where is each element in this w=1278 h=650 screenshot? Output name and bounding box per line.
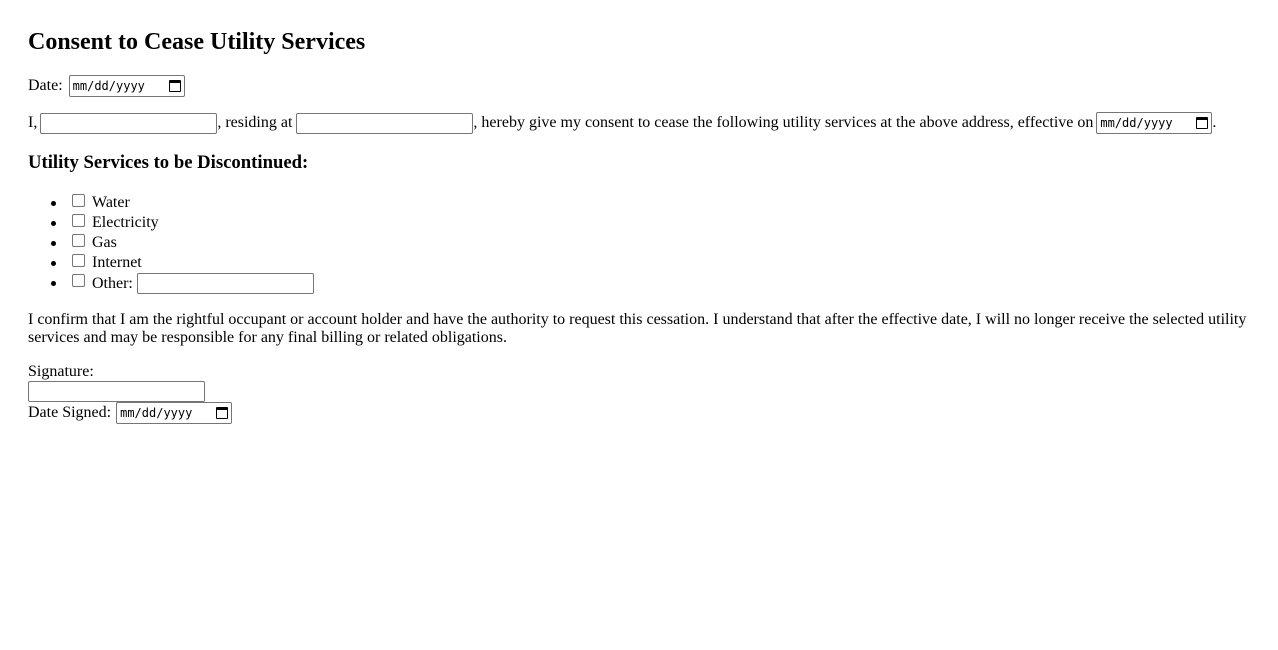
calendar-icon[interactable] (216, 407, 228, 419)
electricity-checkbox[interactable] (72, 214, 85, 227)
consent-residing-text: , residing at (217, 114, 293, 131)
bullet-icon (51, 281, 56, 286)
consent-suffix: . (1212, 114, 1217, 131)
effective-date-input[interactable] (1096, 112, 1212, 134)
service-label: Gas (92, 234, 117, 252)
bullet-icon (51, 221, 56, 226)
page-title: Consent to Cease Utility Services (28, 29, 366, 55)
service-item-internet (28, 253, 314, 273)
name-input[interactable] (40, 113, 217, 134)
service-label: Other: (92, 274, 133, 292)
address-input[interactable] (296, 113, 473, 134)
calendar-icon[interactable] (1196, 117, 1208, 129)
consent-middle-text: , hereby give my consent to cease the following utility services at the above address, effective on (473, 114, 1094, 131)
service-item-gas (28, 233, 314, 253)
date-signed-label: Date Signed: (28, 404, 112, 421)
consent-prefix: I, (28, 114, 38, 131)
date-placeholder: mm/dd/yyyy (72, 79, 145, 93)
confirmation-text: I confirm that I am the rightful occupant or account holder and have the authority to request this cessation. I understand that after the effective date, I will no longer receive the selected utility services and may be responsible for any final billing or related obligations. (28, 311, 1247, 346)
effective-date-placeholder: mm/dd/yyyy (1100, 116, 1173, 130)
consent-sentence (28, 112, 1216, 134)
other-checkbox[interactable] (72, 274, 85, 287)
bullet-icon (51, 201, 56, 206)
gas-checkbox[interactable] (72, 234, 85, 247)
bullet-icon (51, 261, 56, 266)
services-list (28, 193, 314, 293)
service-item-other (28, 273, 314, 293)
date-row (28, 75, 185, 97)
signature-label: Signature: (28, 363, 94, 380)
date-input[interactable] (69, 75, 185, 97)
service-label: Water (92, 194, 130, 212)
water-checkbox[interactable] (72, 194, 85, 207)
service-item-water (28, 193, 314, 213)
other-service-input[interactable] (137, 273, 314, 294)
calendar-icon[interactable] (169, 80, 181, 92)
date-signed-placeholder: mm/dd/yyyy (120, 406, 193, 420)
date-label: Date: (28, 77, 63, 94)
signature-input[interactable] (28, 381, 205, 402)
service-label: Internet (92, 254, 142, 272)
services-heading: Utility Services to be Discontinued: (28, 152, 309, 173)
bullet-icon (51, 241, 56, 246)
service-item-electricity (28, 213, 314, 233)
service-label: Electricity (92, 214, 159, 232)
date-signed-row (28, 402, 232, 424)
internet-checkbox[interactable] (72, 254, 85, 267)
date-signed-input[interactable] (116, 402, 232, 424)
